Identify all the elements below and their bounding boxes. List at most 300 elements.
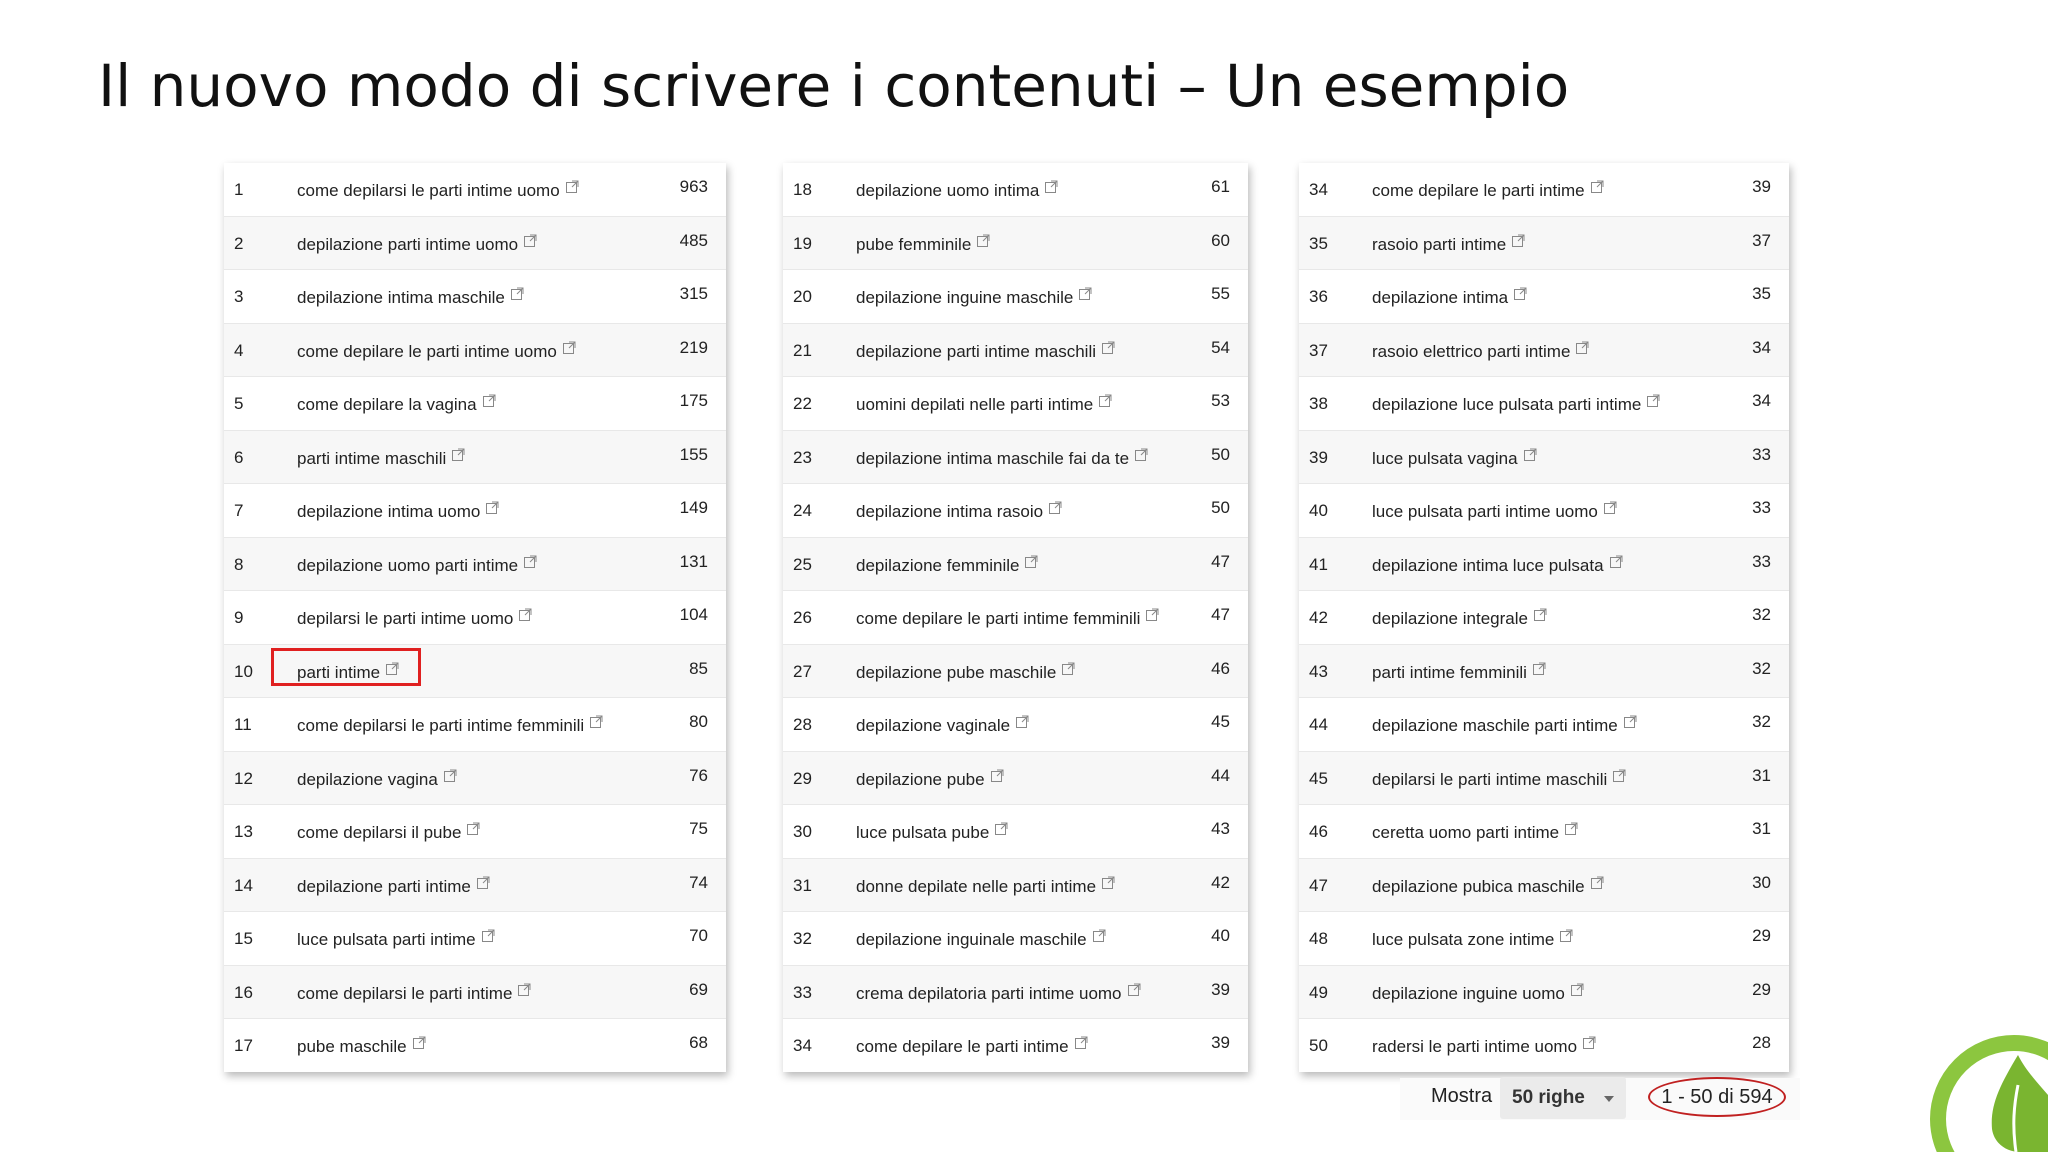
keyword-cell[interactable]	[1372, 662, 1546, 683]
external-link-icon[interactable]	[1099, 394, 1112, 407]
row-index: 21	[793, 340, 812, 360]
search-volume: 104	[679, 605, 708, 624]
search-volume: 45	[1211, 712, 1230, 731]
keyword-cell[interactable]	[856, 876, 1115, 897]
keyword-text: luce pulsata parti intime uomo	[1372, 502, 1598, 521]
keyword-text: depilazione uomo intima	[856, 181, 1040, 200]
table-row	[783, 163, 1248, 217]
keyword-cell[interactable]	[1372, 448, 1537, 469]
external-link-icon[interactable]	[1624, 715, 1637, 728]
external-link-icon[interactable]	[1583, 1036, 1596, 1049]
table-row	[1299, 431, 1789, 485]
row-index: 31	[793, 875, 812, 895]
search-volume: 485	[679, 230, 708, 250]
table-row	[1299, 484, 1789, 538]
search-volume: 60	[1211, 230, 1230, 250]
external-link-icon[interactable]	[483, 394, 496, 407]
keyword-text: come depilare la vagina	[297, 395, 477, 414]
keyword-text: depilazione intima uomo	[297, 502, 481, 521]
table-row	[224, 591, 726, 645]
keyword-cell[interactable]	[1372, 822, 1578, 843]
pagination-range: 1 - 50 di 594	[1648, 1077, 1786, 1117]
row-index: 18	[793, 180, 812, 199]
row-index: 28	[793, 715, 812, 734]
row-index: 32	[793, 929, 812, 948]
external-link-icon[interactable]	[1591, 876, 1604, 889]
row-index: 20	[793, 287, 812, 306]
row-index: 30	[793, 822, 812, 841]
table-row	[224, 217, 726, 271]
table-row	[224, 698, 726, 752]
table-row	[1299, 805, 1789, 859]
keyword-cell[interactable]	[1372, 234, 1525, 255]
keyword-cell[interactable]	[856, 715, 1029, 736]
keyword-cell[interactable]	[1372, 341, 1589, 362]
keyword-cell[interactable]	[856, 555, 1038, 576]
keyword-cell[interactable]	[856, 394, 1112, 415]
search-volume: 80	[689, 712, 708, 731]
search-volume: 47	[1211, 605, 1230, 624]
keyword-text: come depilarsi il pube	[297, 823, 462, 842]
table-row	[783, 591, 1248, 645]
external-link-icon[interactable]	[1062, 662, 1075, 675]
table-row	[1299, 163, 1789, 217]
table-row	[783, 698, 1248, 752]
table-row	[783, 859, 1248, 913]
keyword-text: depilazione luce pulsata parti intime	[1372, 395, 1642, 414]
table-row	[224, 645, 726, 699]
row-index: 43	[1309, 661, 1328, 681]
rows-per-page-label: Mostra	[1431, 1085, 1493, 1107]
search-volume: 70	[689, 926, 708, 945]
search-volume: 55	[1211, 284, 1230, 303]
row-index: 19	[793, 233, 812, 253]
keyword-cell[interactable]	[856, 769, 1004, 790]
search-volume: 33	[1752, 551, 1771, 571]
table-row	[1299, 752, 1789, 806]
search-volume: 155	[679, 444, 708, 464]
external-link-icon[interactable]	[995, 822, 1008, 835]
keyword-text: depilazione inguine uomo	[1372, 983, 1565, 1003]
search-volume: 34	[1752, 391, 1771, 410]
external-link-icon[interactable]	[444, 769, 457, 782]
external-link-icon[interactable]	[519, 608, 532, 621]
row-index: 16	[234, 982, 253, 1002]
row-index: 38	[1309, 394, 1328, 413]
external-link-icon[interactable]	[1524, 448, 1537, 461]
keyword-cell[interactable]	[1372, 501, 1617, 522]
keyword-cell[interactable]	[856, 287, 1092, 308]
table-row	[224, 859, 726, 913]
keyword-cell[interactable]	[856, 1036, 1088, 1057]
search-volume: 33	[1752, 444, 1771, 464]
keyword-cell[interactable]	[297, 608, 532, 629]
table-row	[783, 217, 1248, 271]
keyword-text: parti intime maschili	[297, 448, 447, 468]
row-index: 33	[793, 982, 812, 1002]
row-index: 49	[1309, 982, 1328, 1002]
search-volume: 42	[1211, 872, 1230, 892]
external-link-icon[interactable]	[1512, 234, 1525, 247]
external-link-icon[interactable]	[1075, 1036, 1088, 1049]
keyword-cell[interactable]	[1372, 608, 1547, 629]
keyword-text: rasoio elettrico parti intime	[1372, 341, 1571, 361]
external-link-icon[interactable]	[1049, 501, 1062, 514]
keyword-text: luce pulsata pube	[856, 823, 990, 842]
external-link-icon[interactable]	[590, 715, 603, 728]
keyword-text: depilarsi le parti intime maschili	[1372, 769, 1608, 789]
keyword-cell[interactable]	[856, 662, 1075, 683]
row-index: 13	[234, 822, 253, 841]
row-index: 8	[234, 554, 244, 574]
search-volume: 43	[1211, 819, 1230, 838]
external-link-icon[interactable]	[563, 341, 576, 354]
row-index: 24	[793, 501, 812, 520]
keyword-text: depilazione maschile parti intime	[1372, 716, 1618, 735]
row-index: 34	[793, 1036, 812, 1055]
keyword-text: depilazione vagina	[297, 769, 438, 789]
keyword-cell[interactable]	[856, 448, 1148, 469]
external-link-icon[interactable]	[977, 234, 990, 247]
external-link-icon[interactable]	[413, 1036, 426, 1049]
external-link-icon[interactable]	[467, 822, 480, 835]
row-index: 17	[234, 1036, 253, 1055]
external-link-icon[interactable]	[1128, 983, 1141, 996]
search-volume: 68	[689, 1033, 708, 1052]
search-volume: 219	[679, 337, 708, 357]
table-row	[224, 1019, 726, 1072]
keyword-cell[interactable]	[297, 501, 499, 522]
row-index: 26	[793, 608, 812, 627]
row-index: 3	[234, 287, 244, 306]
keyword-cell[interactable]	[297, 448, 465, 469]
keyword-text: crema depilatoria parti intime uomo	[856, 983, 1122, 1003]
row-index: 9	[234, 608, 244, 627]
keyword-cell[interactable]	[1372, 715, 1637, 736]
table-row	[1299, 912, 1789, 966]
external-link-icon[interactable]	[1533, 662, 1546, 675]
external-link-icon[interactable]	[1604, 501, 1617, 514]
row-index: 6	[234, 447, 244, 467]
row-index: 7	[234, 501, 244, 520]
row-index: 36	[1309, 287, 1328, 306]
row-index: 37	[1309, 340, 1328, 360]
table-row	[224, 377, 726, 431]
row-index: 11	[234, 715, 252, 734]
keyword-cell[interactable]	[297, 234, 537, 255]
keyword-cell[interactable]	[297, 715, 603, 736]
table-row	[224, 752, 726, 806]
search-volume: 39	[1752, 177, 1771, 196]
row-index: 42	[1309, 608, 1328, 627]
table-row	[783, 484, 1248, 538]
keyword-cell[interactable]	[297, 983, 531, 1004]
external-link-icon[interactable]	[1613, 769, 1626, 782]
table-row	[783, 324, 1248, 378]
row-index: 40	[1309, 501, 1328, 520]
keyword-text: luce pulsata parti intime	[297, 930, 476, 949]
row-index: 46	[1309, 822, 1328, 841]
table-row	[1299, 538, 1789, 592]
keyword-cell[interactable]	[1372, 555, 1623, 576]
table-row	[783, 966, 1248, 1020]
search-volume: 34	[1752, 337, 1771, 357]
external-link-icon[interactable]	[1534, 608, 1547, 621]
keyword-text: luce pulsata vagina	[1372, 448, 1518, 468]
row-index: 47	[1309, 875, 1328, 895]
keyword-text: depilazione parti intime uomo	[297, 234, 519, 254]
search-volume: 28	[1752, 1033, 1771, 1052]
row-index: 41	[1309, 554, 1328, 574]
table-row	[1299, 591, 1789, 645]
external-link-icon[interactable]	[524, 234, 537, 247]
table-row	[783, 377, 1248, 431]
keyword-table-1	[224, 163, 726, 1072]
table-row	[1299, 324, 1789, 378]
external-link-icon[interactable]	[518, 983, 531, 996]
external-link-icon[interactable]	[1571, 983, 1584, 996]
search-volume: 29	[1752, 926, 1771, 945]
keyword-text: radersi le parti intime uomo	[1372, 1037, 1578, 1056]
table-row	[783, 431, 1248, 485]
search-volume: 131	[679, 551, 708, 571]
keyword-cell[interactable]	[1372, 769, 1626, 790]
table-row	[224, 805, 726, 859]
search-volume: 39	[1211, 1033, 1230, 1052]
keyword-cell[interactable]	[297, 287, 524, 308]
search-volume: 31	[1752, 765, 1771, 785]
table-row	[1299, 1019, 1789, 1072]
keyword-text: rasoio parti intime	[1372, 234, 1507, 254]
search-volume: 76	[689, 765, 708, 785]
external-link-icon[interactable]	[511, 287, 524, 300]
keyword-cell[interactable]	[297, 180, 579, 201]
keyword-cell[interactable]	[856, 341, 1115, 362]
keyword-text: come depilare le parti intime	[856, 1037, 1069, 1056]
keyword-text: depilarsi le parti intime uomo	[297, 609, 514, 628]
keyword-cell[interactable]	[297, 394, 496, 415]
keyword-text: depilazione pube maschile	[856, 662, 1057, 682]
search-volume: 85	[689, 658, 708, 678]
table-row	[224, 324, 726, 378]
external-link-icon[interactable]	[1514, 287, 1527, 300]
keyword-text: parti intime	[297, 662, 381, 682]
keyword-text: luce pulsata zone intime	[1372, 930, 1555, 949]
keyword-cell[interactable]	[297, 876, 490, 897]
keyword-cell[interactable]	[297, 769, 457, 790]
keyword-text: depilazione intima	[1372, 288, 1509, 307]
keyword-text: pube maschile	[297, 1037, 407, 1056]
keyword-cell[interactable]	[1372, 983, 1584, 1004]
search-volume: 50	[1211, 498, 1230, 517]
row-index: 12	[234, 768, 253, 788]
row-index: 5	[234, 394, 244, 413]
external-link-icon[interactable]	[1079, 287, 1092, 300]
keyword-cell[interactable]	[1372, 929, 1573, 950]
row-index: 45	[1309, 768, 1328, 788]
keyword-table-2	[783, 163, 1248, 1072]
table-row	[224, 538, 726, 592]
search-volume: 35	[1752, 284, 1771, 303]
search-volume: 29	[1752, 979, 1771, 999]
search-volume: 149	[679, 498, 708, 517]
table-row	[783, 752, 1248, 806]
keyword-text: depilazione inguine maschile	[856, 288, 1074, 307]
external-link-icon[interactable]	[1560, 929, 1573, 942]
search-volume: 32	[1752, 605, 1771, 624]
keyword-cell[interactable]	[856, 983, 1141, 1004]
row-index: 23	[793, 447, 812, 467]
keyword-text: uomini depilati nelle parti intime	[856, 395, 1094, 414]
external-link-icon[interactable]	[1093, 929, 1106, 942]
table-row	[1299, 645, 1789, 699]
search-volume: 30	[1752, 872, 1771, 892]
keyword-text: depilazione integrale	[1372, 609, 1528, 628]
row-index: 35	[1309, 233, 1328, 253]
search-volume: 32	[1752, 658, 1771, 678]
row-index: 2	[234, 233, 244, 253]
row-index: 48	[1309, 929, 1328, 948]
external-link-icon[interactable]	[1565, 822, 1578, 835]
external-link-icon[interactable]	[1102, 876, 1115, 889]
keyword-cell[interactable]	[297, 929, 495, 950]
keyword-cell[interactable]	[297, 341, 576, 362]
external-link-icon[interactable]	[1610, 555, 1623, 568]
row-index: 4	[234, 340, 244, 360]
keyword-text: depilazione intima rasoio	[856, 502, 1044, 521]
table-row	[1299, 270, 1789, 324]
search-volume: 315	[679, 284, 708, 303]
row-index: 39	[1309, 447, 1328, 467]
keyword-cell[interactable]	[856, 234, 990, 255]
table-row	[783, 645, 1248, 699]
row-index: 25	[793, 554, 812, 574]
external-link-icon[interactable]	[1591, 180, 1604, 193]
external-link-icon[interactable]	[1647, 394, 1660, 407]
rows-per-page-value: 50 righe	[1512, 1087, 1585, 1108]
search-volume: 46	[1211, 658, 1230, 678]
search-volume: 75	[689, 819, 708, 838]
keyword-cell[interactable]	[856, 501, 1062, 522]
keyword-cell[interactable]	[1372, 1036, 1596, 1057]
table-row	[224, 912, 726, 966]
search-volume: 54	[1211, 337, 1230, 357]
keyword-text: depilazione vaginale	[856, 716, 1011, 735]
keyword-text: depilazione intima maschile	[297, 288, 505, 307]
keyword-text: donne depilate nelle parti intime	[856, 876, 1097, 896]
external-link-icon[interactable]	[524, 555, 537, 568]
row-index: 44	[1309, 715, 1328, 734]
external-link-icon[interactable]	[1045, 180, 1058, 193]
keyword-cell[interactable]	[856, 608, 1159, 629]
keyword-text: come depilarsi le parti intime femminili	[297, 716, 585, 735]
external-link-icon[interactable]	[1135, 448, 1148, 461]
keyword-text: depilazione pube	[856, 769, 985, 789]
table-row	[783, 805, 1248, 859]
search-volume: 74	[689, 872, 708, 892]
external-link-icon[interactable]	[1146, 608, 1159, 621]
keyword-text: come depilare le parti intime femminili	[856, 609, 1141, 628]
external-link-icon[interactable]	[1102, 341, 1115, 354]
search-volume: 47	[1211, 551, 1230, 571]
search-volume: 963	[679, 177, 708, 196]
row-index: 27	[793, 661, 812, 681]
keyword-table-3	[1299, 163, 1789, 1072]
keyword-cell[interactable]	[297, 555, 537, 576]
external-link-icon[interactable]	[1016, 715, 1029, 728]
row-index: 15	[234, 929, 253, 948]
keyword-text: depilazione inguinale maschile	[856, 930, 1087, 949]
keyword-text: depilazione parti intime maschili	[856, 341, 1097, 361]
keyword-cell[interactable]	[856, 180, 1058, 201]
keyword-cell[interactable]	[1372, 287, 1527, 308]
table-row	[1299, 859, 1789, 913]
external-link-icon[interactable]	[482, 929, 495, 942]
search-volume: 37	[1752, 230, 1771, 250]
search-volume: 61	[1211, 177, 1230, 196]
keyword-cell[interactable]	[1372, 394, 1660, 415]
keyword-cell[interactable]	[297, 822, 480, 843]
keyword-cell[interactable]	[1372, 180, 1604, 201]
table-row	[783, 538, 1248, 592]
search-volume: 40	[1211, 926, 1230, 945]
keyword-cell[interactable]	[856, 822, 1008, 843]
table-row	[1299, 217, 1789, 271]
keyword-text: depilazione intima maschile fai da te	[856, 448, 1130, 468]
table-row	[1299, 698, 1789, 752]
keyword-text: parti intime femminili	[1372, 662, 1527, 682]
table-row	[224, 431, 726, 485]
external-link-icon[interactable]	[452, 448, 465, 461]
keyword-text: come depilare le parti intime uomo	[297, 341, 557, 361]
external-link-icon[interactable]	[1025, 555, 1038, 568]
search-volume: 33	[1752, 498, 1771, 517]
external-link-icon[interactable]	[991, 769, 1004, 782]
external-link-icon[interactable]	[486, 501, 499, 514]
external-link-icon[interactable]	[1576, 341, 1589, 354]
keyword-text: come depilarsi le parti intime uomo	[297, 181, 560, 200]
keyword-text: come depilarsi le parti intime	[297, 983, 513, 1003]
table-row	[1299, 377, 1789, 431]
keyword-text: depilazione femminile	[856, 555, 1020, 575]
search-volume: 175	[679, 391, 708, 410]
row-index: 10	[234, 661, 253, 681]
row-index: 1	[234, 180, 244, 199]
row-index: 14	[234, 875, 253, 895]
keyword-text: depilazione uomo parti intime	[297, 555, 519, 575]
rows-per-page-select[interactable]	[1500, 1077, 1626, 1119]
row-index: 50	[1309, 1036, 1328, 1055]
keyword-cell[interactable]	[1372, 876, 1604, 897]
external-link-icon[interactable]	[566, 180, 579, 193]
keyword-text: depilazione pubica maschile	[1372, 876, 1585, 896]
search-volume: 39	[1211, 979, 1230, 999]
keyword-cell[interactable]	[856, 929, 1106, 950]
keyword-text: depilazione parti intime	[297, 876, 471, 896]
search-volume: 31	[1752, 819, 1771, 838]
table-row	[783, 1019, 1248, 1072]
external-link-icon[interactable]	[477, 876, 490, 889]
search-volume: 50	[1211, 444, 1230, 464]
keyword-text: depilazione intima luce pulsata	[1372, 555, 1604, 575]
keyword-cell[interactable]	[297, 1036, 426, 1057]
table-row	[224, 270, 726, 324]
row-index: 34	[1309, 180, 1328, 199]
search-volume: 69	[689, 979, 708, 999]
search-volume: 53	[1211, 391, 1230, 410]
highlight-box	[271, 648, 421, 686]
search-volume: 44	[1211, 765, 1230, 785]
